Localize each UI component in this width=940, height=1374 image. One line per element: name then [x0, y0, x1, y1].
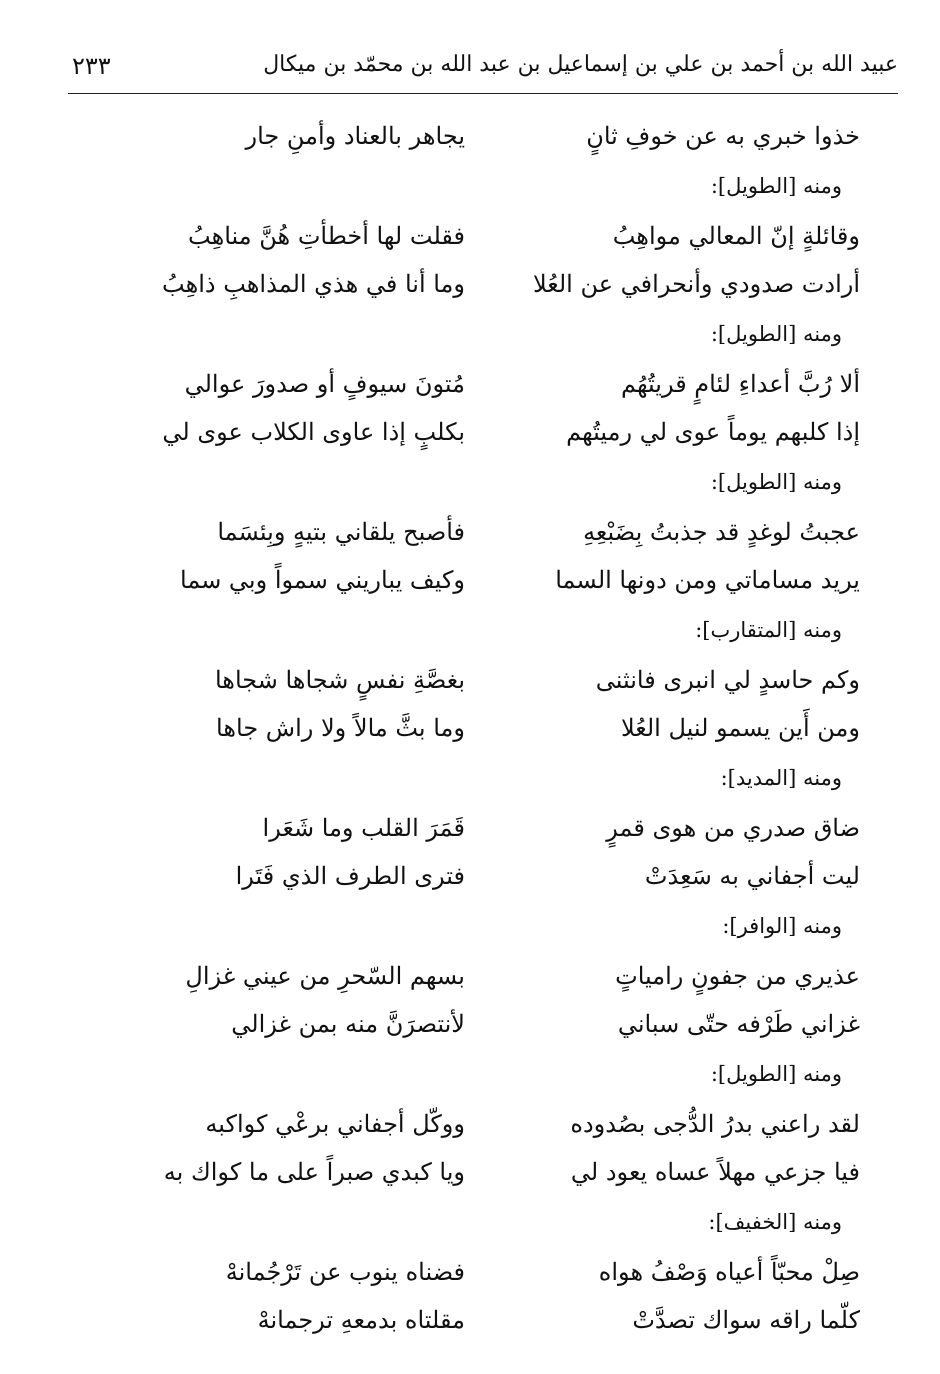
verse-line — [100, 1148, 860, 1196]
verse-line — [100, 360, 860, 408]
first-hemistich: خذوا خبري به عن خوفِ ثانٍ — [586, 122, 860, 150]
first-hemistich: عذيري من جفونٍ رامياتٍ — [615, 962, 860, 990]
meter-heading: ومنه [الطويل]: — [710, 470, 842, 494]
verse-line — [100, 508, 860, 556]
meter-heading: ومنه [المتقارب]: — [695, 618, 842, 642]
second-hemistich: وما بثَّ مالاً ولا راش جاها — [216, 714, 465, 742]
first-hemistich: ومن أَين يسمو لنيل العُلا — [620, 714, 860, 742]
verse-line — [100, 212, 860, 260]
verse-line — [100, 112, 860, 160]
meter-heading: ومنه [المديد]: — [720, 766, 842, 790]
first-hemistich: لقد راعني بدرُ الدُّجى بصُدوده — [570, 1110, 860, 1138]
verse-line — [100, 408, 860, 456]
second-hemistich: فضناه ينوب عن تَرْجُمانهْ — [225, 1258, 465, 1286]
header-rule — [68, 93, 898, 94]
verse-line — [100, 952, 860, 1000]
running-header — [68, 52, 898, 92]
second-hemistich: مقلتاه بدمعهِ ترجمانهْ — [257, 1306, 465, 1334]
verse-line — [100, 1100, 860, 1148]
first-hemistich: وكم حاسدٍ لي انبرى فانثنى — [595, 666, 860, 694]
page-number: ٢٣٣ — [72, 52, 111, 80]
meter-heading: ومنه [الطويل]: — [710, 1062, 842, 1086]
verse-line — [100, 260, 860, 308]
meter-heading: ومنه [الخفيف]: — [708, 1210, 842, 1234]
second-hemistich: فقلت لها أخطأتِ هُنَّ مناهِبُ — [188, 222, 465, 250]
second-hemistich: يجاهر بالعناد وأمنِ جار — [245, 122, 465, 150]
first-hemistich: وقائلةٍ إنّ المعالي مواهِبُ — [612, 222, 860, 250]
second-hemistich: فأصبح يلقاني بتيهٍ وبِئسَما — [217, 518, 465, 546]
second-hemistich: وما أنا في هذي المذاهبِ ذاهِبُ — [162, 270, 465, 298]
second-hemistich: لأنتصرَنَّ منه بمن غزالي — [231, 1010, 465, 1038]
second-hemistich: بسهم السّحرِ من عيني غزالِ — [185, 962, 465, 990]
meter-heading: ومنه [الطويل]: — [710, 174, 842, 198]
verse-line — [100, 804, 860, 852]
verse-line — [100, 852, 860, 900]
second-hemistich: ويا كبدي صبراً على ما كواك به — [163, 1158, 465, 1186]
verse-line — [100, 556, 860, 604]
second-hemistich: بغصَّةِ نفسٍ شجاها شجاها — [214, 666, 465, 694]
verse-line — [100, 1248, 860, 1296]
verse-line — [100, 656, 860, 704]
first-hemistich: كلّما راقه سواك تصدَّتْ — [632, 1306, 860, 1334]
first-hemistich: أرادت صدودي وأنحرافي عن العُلا — [532, 270, 860, 298]
header-title: عبيد الله بن أحمد بن علي بن إسماعيل بن عبد الله بن محمّد بن ميكال — [263, 52, 898, 77]
first-hemistich: عجبتُ لوغدٍ قد جذبتُ بِضَبْعِهِ — [583, 518, 860, 546]
first-hemistich: يريد مساماتي ومن دونها السما — [555, 566, 860, 594]
verse-line — [100, 1296, 860, 1344]
verse-line — [100, 704, 860, 752]
meter-heading: ومنه [الطويل]: — [710, 322, 842, 346]
meter-heading: ومنه [الوافر]: — [722, 914, 842, 938]
first-hemistich: فيا جزعي مهلاً عساه يعود لي — [570, 1158, 860, 1186]
first-hemistich: صِلْ محبّاً أعياه وَصْفُ هواه — [598, 1258, 860, 1286]
second-hemistich: قَمَرَ القلب وما شَعَرا — [262, 814, 465, 842]
first-hemistich: ألا رُبَّ أعداءِ لئامٍ قريتُهُم — [621, 370, 860, 398]
first-hemistich: ضاق صدري من هوى قمرٍ — [606, 814, 860, 842]
first-hemistich: ليت أجفاني به سَعِدَتْ — [644, 862, 860, 890]
first-hemistich: غزاني طَرْفه حتّى سباني — [617, 1010, 860, 1038]
second-hemistich: مُتونَ سيوفٍ أو صدورَ عوالي — [184, 370, 465, 398]
second-hemistich: ووكّل أجفاني برعْي كواكبه — [205, 1110, 465, 1138]
second-hemistich: بكلبٍ إذا عاوى الكلاب عوى لي — [162, 418, 465, 446]
verse-line — [100, 1000, 860, 1048]
second-hemistich: فترى الطرف الذي فَتَرا — [235, 862, 465, 890]
second-hemistich: وكيف يباريني سمواً وبي سما — [180, 566, 465, 594]
poem-body — [100, 112, 860, 1344]
first-hemistich: إذا كلبهم يوماً عوى لي رميتُهم — [566, 418, 860, 446]
